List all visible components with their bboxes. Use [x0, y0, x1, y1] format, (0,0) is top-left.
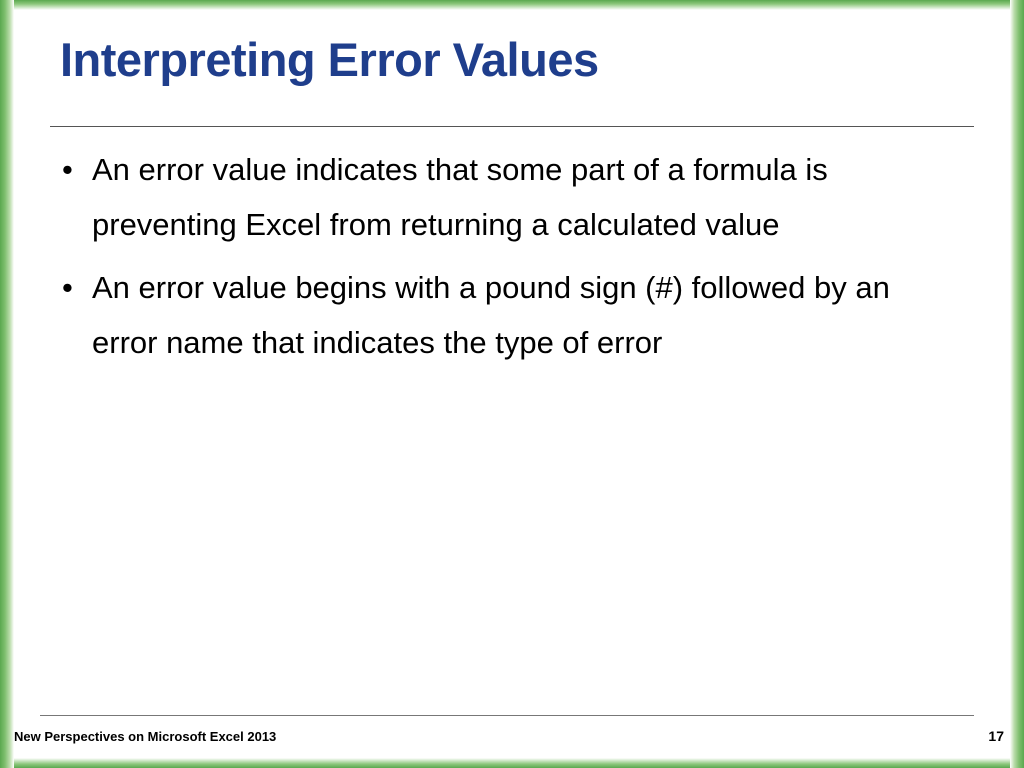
bullet-list	[54, 142, 974, 378]
left-accent-bar	[0, 0, 14, 768]
title-divider	[50, 126, 974, 127]
bullet-icon: •	[62, 270, 73, 305]
page-title: Interpreting Error Values	[60, 33, 599, 86]
right-accent-bar	[1010, 0, 1024, 768]
list-item	[54, 142, 974, 252]
list-item-text: An error value begins with a pound sign (#) followed by an error name that indicates the type of error	[92, 270, 890, 360]
bottom-accent-bar	[0, 758, 1024, 768]
footer-label: New Perspectives on Microsoft Excel 2013	[14, 729, 277, 744]
footer-divider	[40, 715, 974, 716]
page-number: 17	[988, 728, 1004, 744]
list-item-text: An error value indicates that some part of a formula is preventing Excel from returning a calculated value	[92, 152, 828, 242]
top-accent-bar	[0, 0, 1024, 10]
list-item	[54, 260, 974, 370]
bullet-icon: •	[62, 152, 73, 187]
